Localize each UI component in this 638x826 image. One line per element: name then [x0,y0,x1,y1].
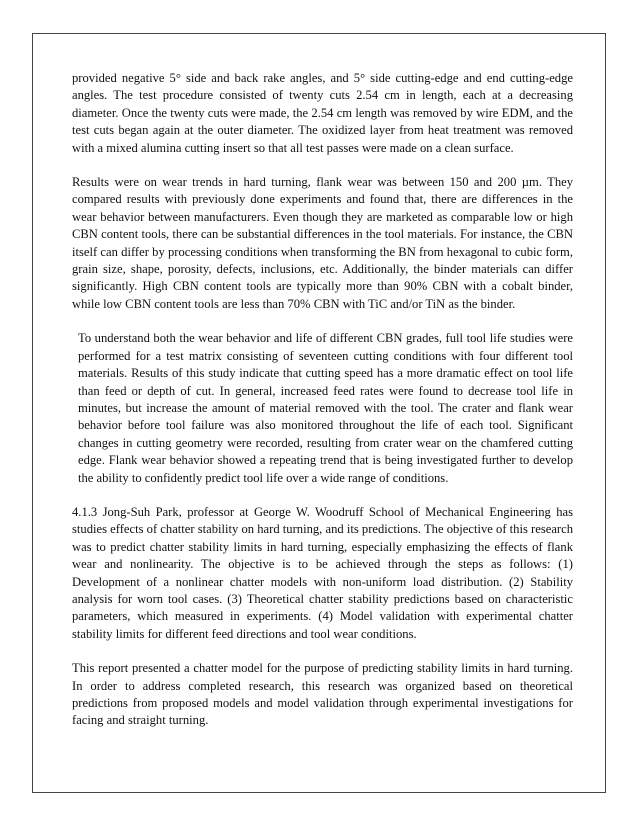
paragraph-tool-life-studies: To understand both the wear behavior and life of different CBN grades, full tool life studies were performed for a test matrix consisting of seventeen cutting conditions with four different tool materials. Results of this study indicate that cutting speed has a more dramatic effect on tool life than feed or depth of cut. In general, increased feed rates were found to decrease tool life in minutes, but increase the amount of material removed with the tool. The crater and flank wear behavior before tool failure was also monitored throughout the life of each tool. Significant changes in cutting geometry were recorded, resulting from crater wear on the chamfered cutting edge. Flank wear behavior showed a repeating trend that is being investigated further to develop the ability to confidently predict tool life over a wide range of conditions. [78,331,573,485]
paragraph-chatter-model-report: This report presented a chatter model for the purpose of predicting stability limits in hard turning. In order to address completed research, this research was organized based on theoretical predictions from proposed models and model validation through experimental investigations for facing and straight turning. [72,661,573,728]
paragraph-rake-angles: provided negative 5° side and back rake angles, and 5° side cutting-edge and end cutting-edge angles. The test procedure consisted of twenty cuts 2.54 cm in length, each at a decreasing diameter. Once the twenty cuts were made, the 2.54 cm length was removed by wire EDM, and the test cuts began again at the outer diameter. The oxidized layer from heat treatment was removed with a mixed alumina cutting insert so that all test passes were made on a clean surface. [72,71,573,155]
paragraph-jong-suh-park: 4.1.3 Jong-Suh Park, professor at George W. Woodruff School of Mechanical Engineering has studies effects of chatter stability on hard turning, and its predictions. The objective of this research was to predict chatter stability limits in hard turning, especially emphasizing the effects of flank wear and nonlinearity. The objective is to be achieved through the steps as follows: (1) Development of a nonlinear chatter models with non-uniform load distribution. (2) Stability analysis for worn tool cases. (3) Theoretical chatter stability predictions based on characteristic parameters, which measured in experiments. (4) Model validation with experimental chatter stability limits for different feed directions and tool wear conditions. [72,504,573,641]
paragraph-wear-results: Results were on wear trends in hard turning, flank wear was between 150 and 200 µm. They compared results with previously done experiments and found that, there are differences in the wear behavior between manufacturers. Even though they are marketed as comparable low or high CBN content tools, there can be substantial differences in the tool materials. For instance, the CBN itself can differ by processing conditions when transforming the BN from hexagonal to cubic form, grain size, shape, porosity, defects, inclusions, etc. Additionally, the binder materials can differ significantly. High CBN content tools are typically more than 90% CBN with a cobalt binder, while low CBN content tools are less than 70% CBN with TiC and/or TiN as the binder. [72,175,573,311]
document-body [72,70,573,747]
